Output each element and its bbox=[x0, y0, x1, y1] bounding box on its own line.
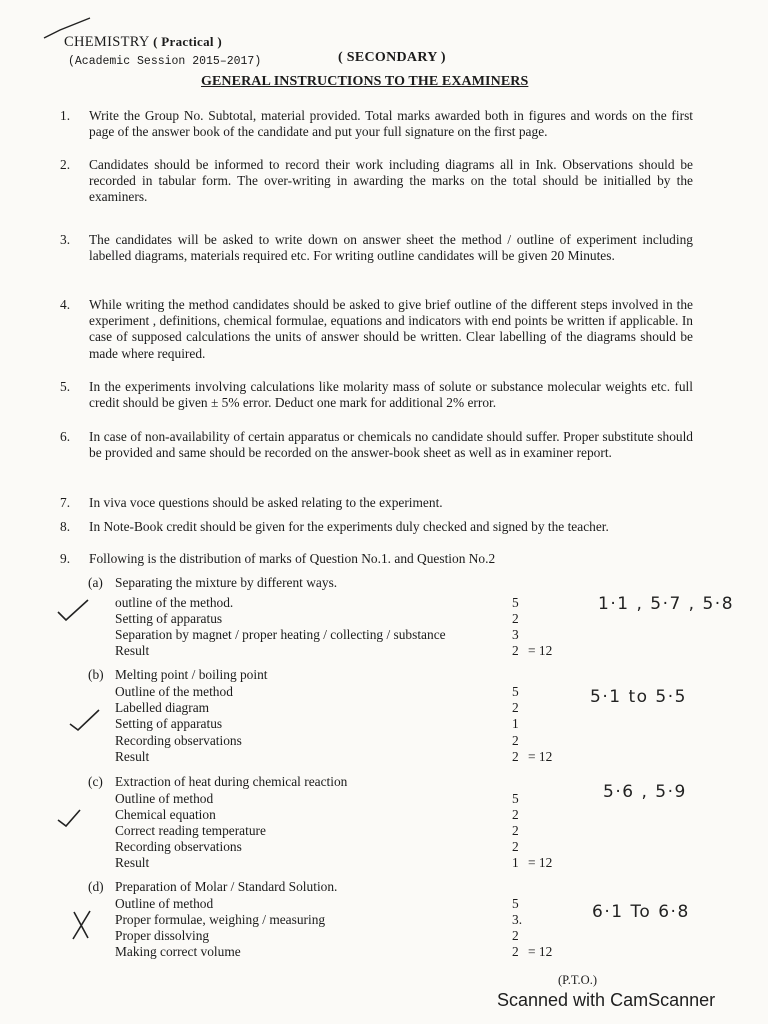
criterion-label: Outline of the method bbox=[115, 684, 233, 699]
criterion-label: Outline of method bbox=[115, 896, 214, 911]
instruction-number: 7. bbox=[60, 495, 71, 510]
criterion-label: outline of the method. bbox=[115, 595, 234, 610]
criterion-marks: 2 bbox=[512, 611, 519, 626]
page-turn-note: (P.T.O.) bbox=[558, 973, 598, 987]
criterion-label: Setting of apparatus bbox=[115, 611, 223, 626]
page-heading: GENERAL INSTRUCTIONS TO THE EXAMINERS bbox=[201, 74, 529, 89]
handwritten-note-d: 6·1 To 6·8 bbox=[592, 902, 690, 922]
section-total: = 12 bbox=[528, 643, 553, 658]
subject-name: CHEMISTRY bbox=[64, 34, 150, 50]
criterion-label: Recording observations bbox=[115, 733, 242, 748]
academic-session: (Academic Session 2015–2017) bbox=[68, 55, 262, 68]
criterion-marks: 3 bbox=[512, 627, 519, 642]
criterion-marks: 2 bbox=[512, 733, 519, 748]
instruction-text: In Note-Book credit should be given for the experiments duly checked and signed by the teacher. bbox=[89, 519, 609, 534]
criterion-marks: 2 bbox=[512, 700, 519, 715]
section-total: = 12 bbox=[528, 944, 553, 959]
criterion-label: Result bbox=[115, 749, 150, 764]
exam-level: ( SECONDARY ) bbox=[338, 50, 446, 65]
instruction-text: The candidates will be asked to write down on answer sheet the method / outline of experiment including labelled diagrams, materials required etc. For writing outline candidates will be given 20 Minutes. bbox=[89, 232, 693, 264]
instruction-number: 2. bbox=[60, 157, 71, 172]
criterion-marks: 2 bbox=[512, 823, 519, 838]
criterion-marks: 5 bbox=[512, 684, 519, 699]
cross-mark-d bbox=[73, 911, 90, 939]
criterion-marks: 2 bbox=[512, 643, 519, 658]
instruction-number: 1. bbox=[60, 108, 71, 123]
instruction-text: In the experiments involving calculations like molarity mass of solute or substance molecular weights etc. full credit should be given ± 5% error. Deduct one mark for additional 2% error. bbox=[89, 379, 693, 411]
criterion-label: Proper dissolving bbox=[115, 928, 210, 943]
instruction-text: Candidates should be informed to record their work including diagrams all in Ink. Observations should be recorded in tabular form. The over-writing in awarding the marks on the total should be initialled by the examiners. bbox=[89, 157, 693, 205]
instruction-number: 9. bbox=[60, 551, 71, 566]
criterion-label: Proper formulae, weighing / measuring bbox=[115, 912, 326, 927]
subject-type: ( Practical ) bbox=[153, 34, 222, 49]
instruction-number: 8. bbox=[60, 519, 71, 534]
criterion-marks: 5 bbox=[512, 595, 519, 610]
criterion-label: Making correct volume bbox=[115, 944, 241, 959]
criterion-marks: 3. bbox=[512, 912, 523, 927]
handwritten-note-c: 5·6 , 5·9 bbox=[603, 782, 687, 802]
criterion-label: Labelled diagram bbox=[115, 700, 210, 715]
criterion-label: Outline of method bbox=[115, 791, 214, 806]
section-letter: (d) bbox=[88, 879, 104, 894]
instruction-text: In viva voce questions should be asked relating to the experiment. bbox=[89, 495, 443, 510]
criterion-marks: 2 bbox=[512, 749, 519, 764]
instruction-text: While writing the method candidates should be asked to give brief outline of the different steps involved in the experiment , definitions, chemical formulae, equations and indicators with end points be written if applicable. In case of supposed calculations the units of answer should be written. Clear labelling of the diagrams should be made where required. bbox=[89, 297, 693, 361]
section-letter: (c) bbox=[88, 774, 103, 789]
criterion-marks: 5 bbox=[512, 896, 519, 911]
section-title: Preparation of Molar / Standard Solution. bbox=[115, 879, 338, 894]
instruction-text: Write the Group No. Subtotal, material provided. Total marks awarded both in figures and words on the first page of the answer book of the candidate and put your full signature on the first page. bbox=[89, 108, 693, 140]
section-total: = 12 bbox=[528, 749, 553, 764]
section-title: Extraction of heat during chemical reaction bbox=[115, 774, 348, 789]
section-title: Separating the mixture by different ways. bbox=[115, 575, 338, 590]
handwritten-note-b: 5·1 to 5·5 bbox=[590, 687, 687, 707]
criterion-label: Setting of apparatus bbox=[115, 716, 223, 731]
criterion-label: Result bbox=[115, 643, 150, 658]
scanner-watermark: Scanned with CamScanner bbox=[497, 990, 716, 1010]
criterion-label: Correct reading temperature bbox=[115, 823, 266, 838]
section-title: Melting point / boiling point bbox=[115, 667, 268, 682]
criterion-label: Recording observations bbox=[115, 839, 242, 854]
instruction-number: 4. bbox=[60, 297, 71, 312]
check-mark-c bbox=[58, 810, 80, 826]
section-total: = 12 bbox=[528, 855, 553, 870]
criterion-label: Separation by magnet / proper heating / collecting / substance bbox=[115, 627, 446, 642]
criterion-label: Result bbox=[115, 855, 150, 870]
handwritten-note-a: 1·1 , 5·7 , 5·8 bbox=[598, 594, 735, 614]
check-mark-b bbox=[70, 710, 99, 730]
check-mark-a bbox=[58, 600, 88, 620]
section-letter: (a) bbox=[88, 575, 103, 590]
criterion-label: Chemical equation bbox=[115, 807, 216, 822]
criterion-marks: 2 bbox=[512, 944, 519, 959]
criterion-marks: 5 bbox=[512, 791, 519, 806]
instruction-text: In case of non-availability of certain apparatus or chemicals no candidate should suffer. Proper substitute should be provided and same should be recorded on the answer-book sheet as well as in examiner report. bbox=[89, 429, 693, 461]
subject-title bbox=[64, 34, 222, 51]
section-letter: (b) bbox=[88, 667, 104, 682]
criterion-marks: 1 bbox=[512, 855, 519, 870]
instruction-number: 6. bbox=[60, 429, 71, 444]
instruction-text: Following is the distribution of marks of Question No.1. and Question No.2 bbox=[89, 551, 496, 566]
instruction-number: 3. bbox=[60, 232, 71, 247]
criterion-marks: 2 bbox=[512, 928, 519, 943]
criterion-marks: 2 bbox=[512, 807, 519, 822]
criterion-marks: 2 bbox=[512, 839, 519, 854]
instruction-number: 5. bbox=[60, 379, 71, 394]
criterion-marks: 1 bbox=[512, 716, 519, 731]
